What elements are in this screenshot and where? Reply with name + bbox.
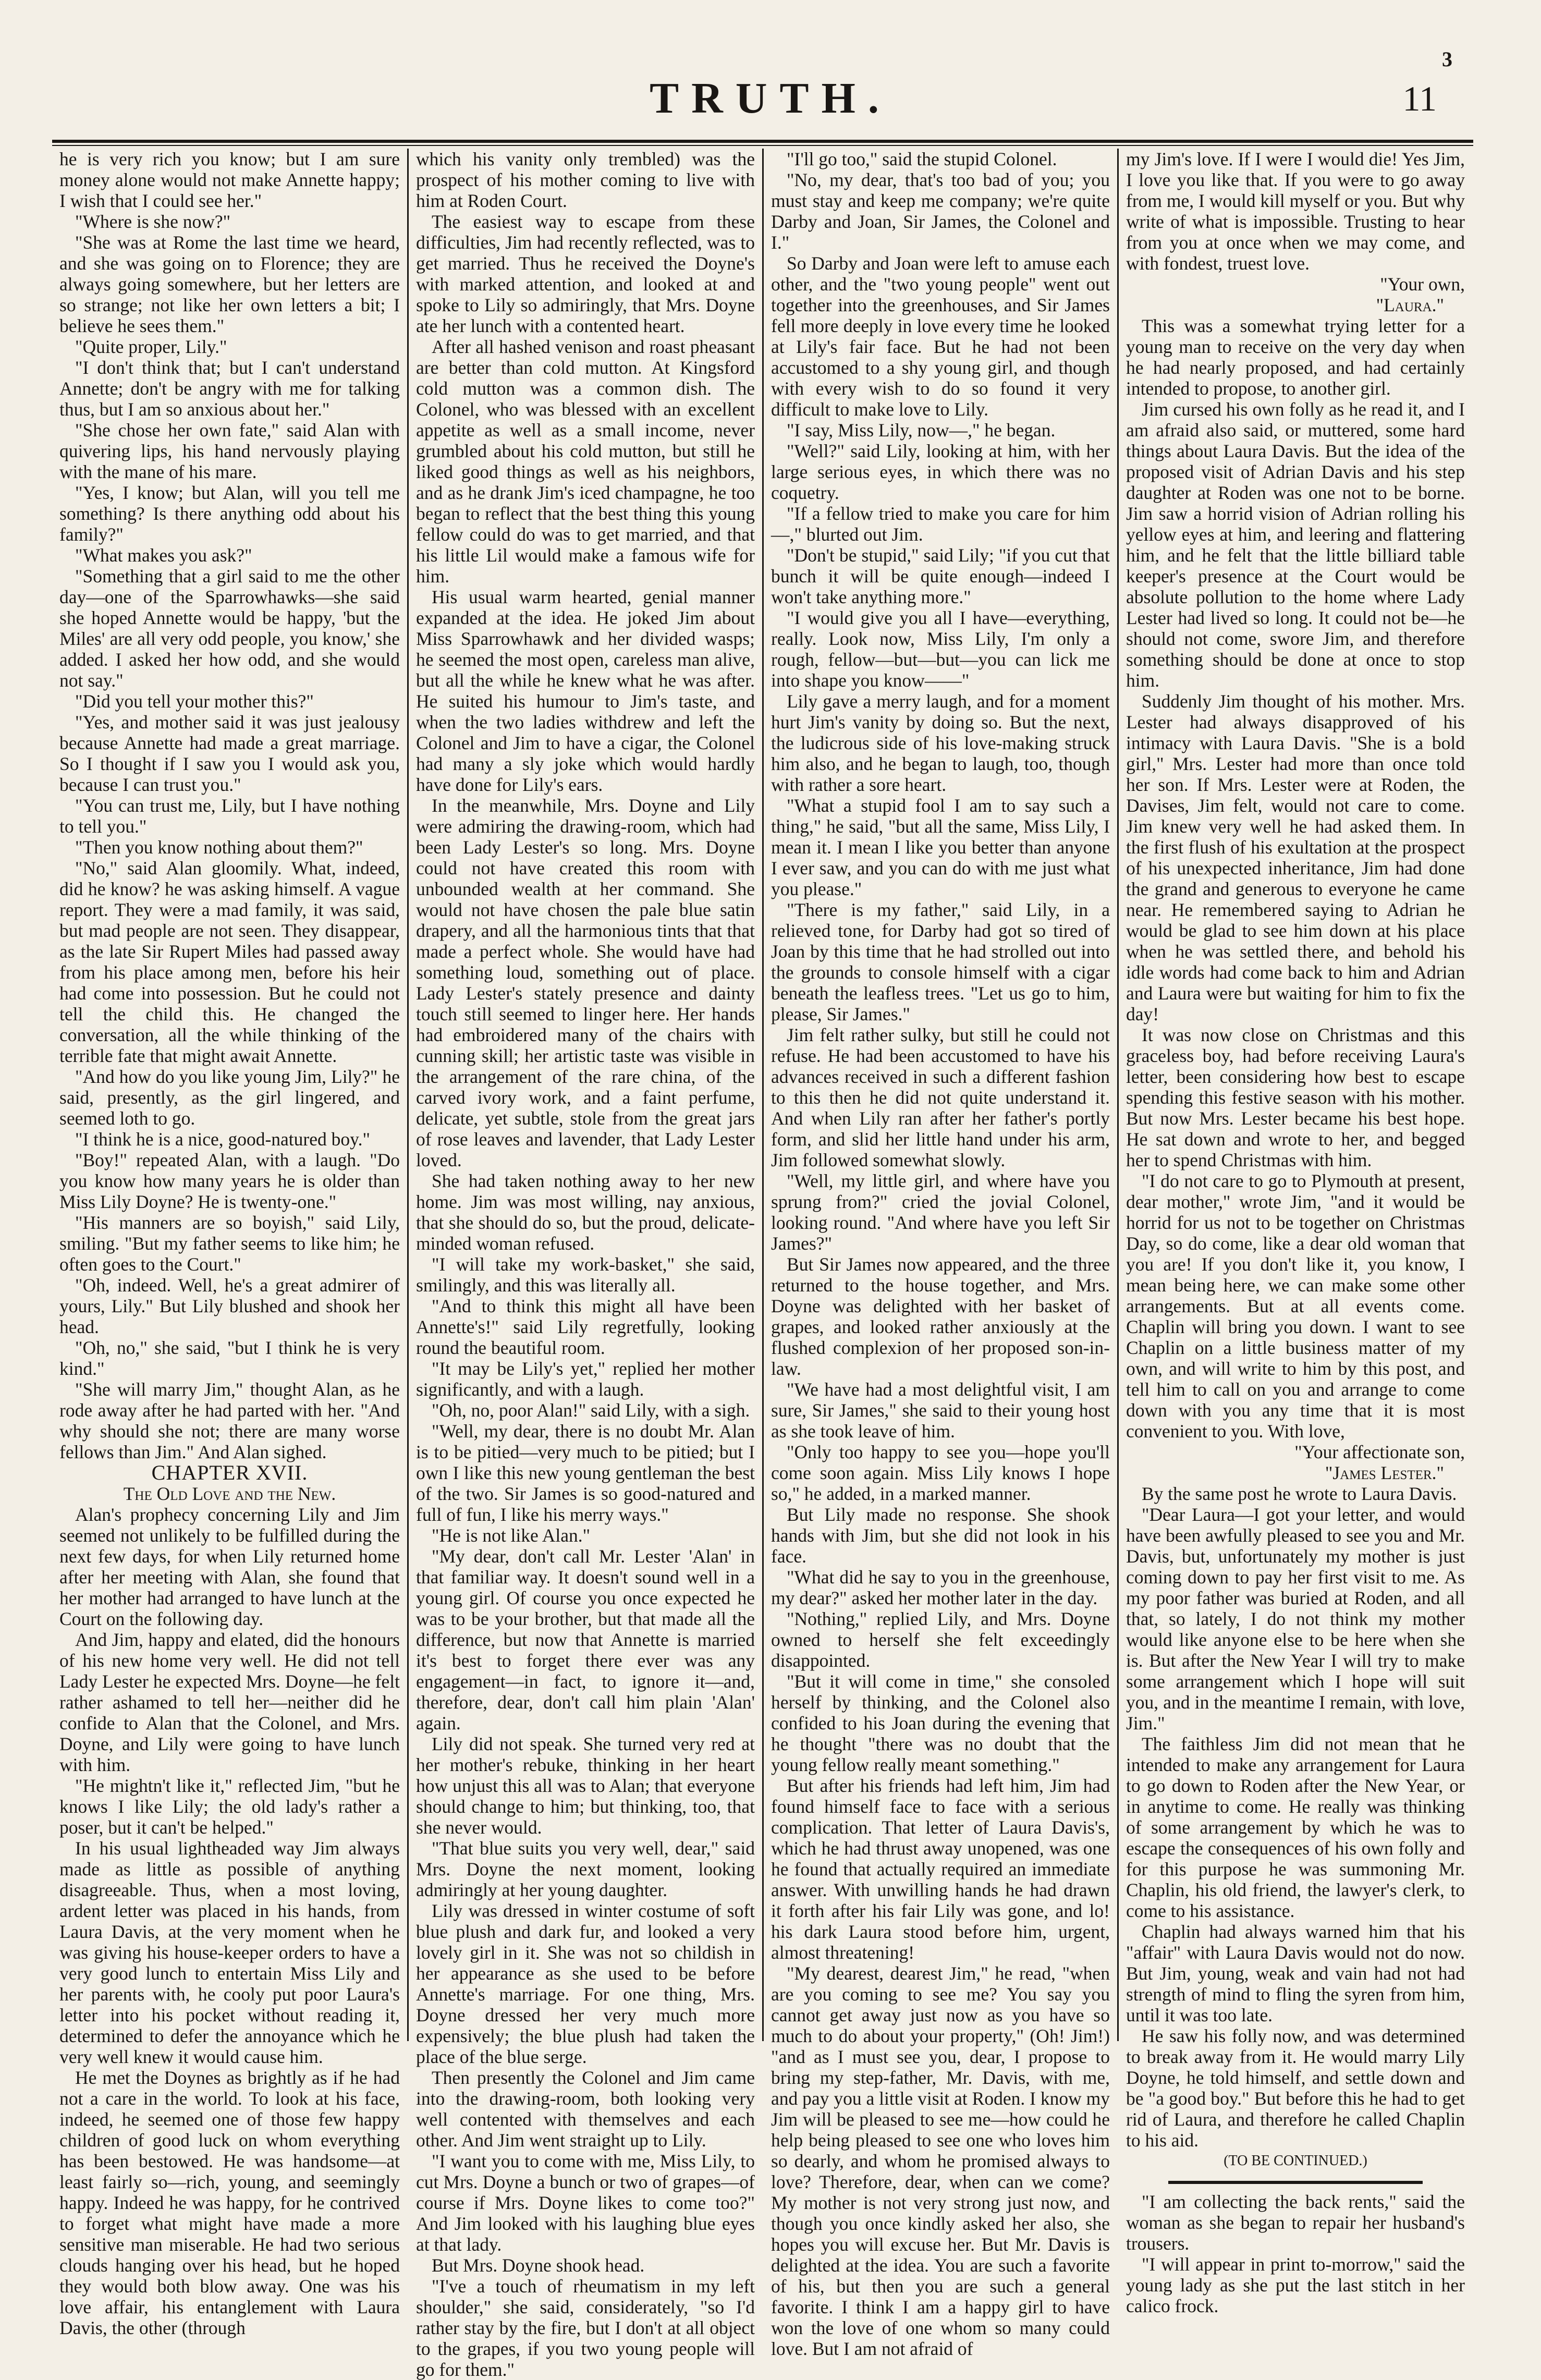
paragraph: "Yes, I know; but Alan, will you tell me something? Is there anything odd about his family?" — [59, 482, 400, 545]
paragraph: "I think he is a nice, good-natured boy." — [75, 1129, 370, 1150]
paragraph: And Jim, happy and elated, did the honours of his new home very well. He did not tell Lady Lester he expected Mrs. Doyne—he felt rather ashamed to tell her—neither did he confide to Alan that the Colonel, and Mrs. Doyne, and Lily were going to have lunch with him. — [59, 1629, 400, 1775]
paragraph: "I don't think that; but I can't understand Annette; don't be angry with me for talking thus, but I am so anxious about her." — [59, 357, 400, 420]
paragraph: His usual warm hearted, genial manner expanded at the idea. He joked Jim about Miss Sparrowhawk and her divided wasps; he seemed the most open, careless man alive, but all the while he knew what he was after. He suited his humour to Jim's taste, and when the two ladies withdrew and left the Colonel and Jim to have a cigar, the Colonel had many a sly joke which would hardly have done for Lily's ears. — [416, 587, 755, 795]
paragraph: "His manners are so boyish," said Lily, smiling. "But my father seems to like him; he often goes to the Court." — [59, 1212, 400, 1275]
paragraph: "What a stupid fool I am to say such a thing," he said, "but all the same, Miss Lily, I mean it. I mean I like you better than anyone I ever saw, and you can do with me just what you please." — [771, 795, 1110, 899]
paragraph: But after his friends had left him, Jim had found himself face to face with a serious complication. That letter of Laura Davis's, which he had thrust away unopened, was one he found that actually required an immediate answer. With unwilling hands he had drawn it forth after his fair Lily was gone, and lo! his dark Laura stood before him, urgent, almost threatening! — [771, 1775, 1110, 1963]
paragraph: "She was at Rome the last time we heard, and she was going on to Florence; they are always going somewhere, but her letters are so strange; not like her own letters a bit; I believe he sees them." — [59, 232, 400, 336]
paragraph: "Quite proper, Lily." — [75, 336, 227, 357]
paragraph: which his vanity only trembled) was the prospect of his mother coming to live with him at Roden Court. — [416, 149, 755, 211]
column-2 — [407, 149, 762, 2380]
paragraph: He saw his folly now, and was determined to break away from it. He would marry Lily Doyne, he told himself, and settle down and be "a good boy." But before this he had to get rid of Laura, and therefore he called Chaplin to his aid. — [1126, 2025, 1465, 2151]
paragraph: "I will take my work-basket," she said, smilingly, and this was literally all. — [416, 1254, 755, 1296]
paragraph: "I've a touch of rheumatism in my left shoulder," she said, considerately, "so I'd rather stay by the fire, but I don't at all object to the grapes, if you two young people will go for them." — [416, 2276, 755, 2380]
paragraph: "Did you tell your mother this?" — [75, 691, 314, 712]
paragraph: "That blue suits you very well, dear," said Mrs. Doyne the next moment, looking admiringly at her young daughter. — [416, 1838, 755, 1900]
paragraph: "She chose her own fate," said Alan with quivering lips, his hand nervously playing with the mane of his mare. — [59, 420, 400, 482]
paragraph: In his usual lightheaded way Jim always made as little as possible of anything disagreeable. Thus, when a most loving, ardent letter was placed in his hands, from Laura Davis, at the very moment when he was giving his house-keeper orders to have a very good lunch to entertain Miss Lily and her parents with, he cooly put poor Laura's letter into his pocket without reading it, determined to defer the annoyance which he very well knew it would cause him. — [59, 1838, 400, 2067]
paragraph: It was now close on Christmas and this graceless boy, had before receiving Laura's letter, been considering how best to escape spending this festive season with his mother. But now Mrs. Lester became his best hope. He sat down and wrote to her, and begged her to spend Christmas with him. — [1126, 1024, 1465, 1170]
paragraph: "Something that a girl said to me the other day—one of the Sparrowhawks—she said she hoped Annette would be happy, 'but the Miles' are all very odd people, you know,' she added. I asked her how odd, and she would not say." — [59, 566, 400, 691]
column-1 — [52, 149, 407, 2338]
paragraph: "Well, my dear, there is no doubt Mr. Alan is to be pitied—very much to be pitied; but I own I like this new young gentleman the best of the two. Sir James is so good-natured and full of fun, I like his merry ways." — [416, 1421, 755, 1525]
paragraph: Chaplin had always warned him that his "affair" with Laura Davis would not do now. But Jim, young, weak and vain had not had strength of mind to fling the syren from him, until it was too late. — [1126, 1921, 1465, 2025]
paragraph: "She will marry Jim," thought Alan, as he rode away after he had parted with her. "And why should she not; there are many worse fellows than Jim." And Alan sighed. — [59, 1379, 400, 1462]
paragraph: "You can trust me, Lily, but I have nothing to tell you." — [59, 795, 400, 837]
paragraph: "Boy!" repeated Alan, with a laugh. "Do you know how many years he is older than Miss Lily Doyne? He is twenty-one." — [59, 1150, 400, 1212]
newspaper-title: TRUTH. — [650, 74, 891, 123]
paragraph: "Your own, — [1380, 274, 1465, 295]
paragraph: he is very rich you know; but I am sure money alone would not make Annette happy; I wish that I could see her." — [59, 149, 400, 211]
paragraph: In the meanwhile, Mrs. Doyne and Lily were admiring the drawing-room, which had been Lady Lester's so long. Mrs. Doyne could not have created this room with unbounded wealth at her command. She would not have chosen the pale blue satin drapery, and all the harmonious tints that that made a perfect whole. She would have had something loud, something out of place. Lady Lester's stately presence and dainty touch still seemed to linger here. Her hands had embroidered many of the chairs with cunning skill; her artistic taste was visible in the arrangement of the rare china, of the carved ivory work, and a faint perfume, delicate, yet subtle, stole from the great jars of rose leaves and lavender, that Lady Lester loved. — [416, 795, 755, 1170]
columns — [52, 149, 1473, 2380]
paragraph: "My dearest, dearest Jim," he read, "when are you coming to see me? You say you cannot get away just now as you have so much to do about your property," (Oh! Jim!) "and as I must see you, dear, I propose to bring my step-father, Mr. Davis, with me, and pay you a little visit at Roden. I know my Jim will be pleased to see me—how could he help being pleased to see one who loves him so dearly, and whom he promised always to love? Therefore, dear, when can we come? My mother is not very strong just now, and though you once kindly asked her also, she hopes you will excuse her. But Mr. Davis is delighted at the idea. You are such a favorite of his, but then you are such a general favorite. I think I am a happy girl to have won the love of one whom so many could love. But I am not afraid of — [771, 1963, 1110, 2359]
paragraph: "And how do you like young Jim, Lily?" he said, presently, as the girl lingered, and seemed loth to go. — [59, 1066, 400, 1129]
header-rule — [52, 140, 1473, 143]
paragraph: Jim cursed his own folly as he read it, and I am afraid also said, or muttered, some hard things about Laura Davis. But the idea of the proposed visit of Adrian Davis and his step daughter at Roden was one not to be borne. Jim saw a horrid vision of Adrian rolling his yellow eyes at him, and leering and flattering him, and he felt that the little billiard table keeper's presence at the Court would be absolute pollution to the home where Lady Lester had lived so long. It could not be—he should not come, swore Jim, and therefore something should be done at once to stop him. — [1126, 399, 1465, 691]
paragraph: "Dear Laura—I got your letter, and would have been awfully pleased to see you and Mr. Davis, but, unfortunately my mother is just coming down to pay her first visit to me. As my poor father was buried at Roden, and all that, so lately, I do not think my mother would like anyone else to be here when she is. But after the New Year I will try to make some arrangement which I hope will suit you, and in the meantime I remain, with love, Jim." — [1126, 1504, 1465, 1734]
paragraph: "I am collecting the back rents," said the woman as she began to repair her husband's trousers. — [1126, 2191, 1465, 2254]
paragraph: "Well?" said Lily, looking at him, with her large serious eyes, in which there was no coquetry. — [771, 441, 1110, 503]
paragraph: Lily gave a merry laugh, and for a moment hurt Jim's vanity by doing so. But the next, the ludicrous side of his love-making struck him also, and he began to laugh, too, though with rather a sore heart. — [771, 691, 1110, 795]
paragraph: He met the Doynes as brightly as if he had not a care in the world. To look at his face, indeed, he seemed one of those few happy children of good luck on whom everything has been bestowed. He was handsome—at least fairly so—rich, young, and seemingly happy. Indeed he was happy, for he contrived to forget what might have made a more sensitive man miserable. He had two serious clouds hanging over his head, but he hoped they would both blow away. One was his love affair, his entanglement with Laura Davis, the other (through — [59, 2067, 400, 2338]
paragraph: "If a fellow tried to make you care for him—," blurted out Jim. — [771, 503, 1110, 545]
paragraph: "Oh, indeed. Well, he's a great admirer of yours, Lily." But Lily blushed and shook her head. — [59, 1275, 400, 1337]
paragraph: "We have had a most delightful visit, I am sure, Sir James," she said to their young host as she took leave of him. — [771, 1379, 1110, 1442]
paragraph: "What did he say to you in the greenhouse, my dear?" asked her mother later in the day. — [771, 1567, 1110, 1608]
masthead — [0, 0, 1541, 123]
paragraph: "I will appear in print to-morrow," said the young lady as she put the last stitch in her calico frock. — [1126, 2254, 1465, 2316]
paragraph: "But it will come in time," she consoled herself by thinking, and the Colonel also confided to his Joan during the evening that he thought "there was no doubt that the young fellow really meant something." — [771, 1671, 1110, 1775]
paragraph: After all hashed venison and roast pheasant are better than cold mutton. At Kingsford cold mutton was a common dish. The Colonel, who was blessed with an excellent appetite as well as a small income, never grumbled about his cold mutton, but still he liked good things as well as his neighbors, and as he drank Jim's iced champagne, he too began to reflect that the best thing this young fellow could do was to get married, and that his little Lil would make a famous wife for him. — [416, 336, 755, 587]
paragraph: "I would give you all I have—everything, really. Look now, Miss Lily, I'm only a rough, fellow—but—but—you can lick me into shape you know——" — [771, 607, 1110, 691]
paragraph: But Sir James now appeared, and the three returned to the house together, and Mrs. Doyne was delighted with her basket of grapes, and looked rather anxiously at the flushed complexion of her proposed son-in-law. — [771, 1254, 1110, 1379]
paragraph: "And to think this might all have been Annette's!" said Lily regretfully, looking round the beautiful room. — [416, 1296, 755, 1358]
paragraph: (TO BE CONTINUED.) — [1224, 2153, 1367, 2169]
paragraph: Lily was dressed in winter costume of soft blue plush and dark fur, and looked a very lovely girl in it. She was not so childish in her appearance as she used to be before Annette's marriage. For one thing, Mrs. Doyne dressed her very much more expensively; the blue plush had taken the place of the blue serge. — [416, 1900, 755, 2067]
page-mark: 3 — [1442, 47, 1452, 71]
chapter-subtitle: The Old Love and the New. — [123, 1483, 336, 1504]
paragraph: "No, my dear, that's too bad of you; you must stay and keep me company; we're quite Darby and Joan, Sir James, the Colonel and I." — [771, 169, 1110, 253]
paragraph: "Oh, no," she said, "but I think he is very kind." — [59, 1337, 400, 1379]
paragraph: "Then you know nothing about them?" — [75, 837, 363, 858]
paragraph: "I do not care to go to Plymouth at present, dear mother," wrote Jim, "and it would be horrid for us not to be together on Christmas Day, so do come, like a dear old woman that you are! If you don't like it, you know, I mean being here, we can make some other arrangements. But at all events come. Chaplin will bring you down. I want to see Chaplin on a little business matter of my own, and will write to him by this post, and tell him to call on you and arrange to come down with you any time that it is most convenient to you. With love, — [1126, 1170, 1465, 1442]
paragraph: "Well, my little girl, and where have you sprung from?" cried the jovial Colonel, looking round. "And where have you left Sir James?" — [771, 1170, 1110, 1254]
paragraph: "I'll go too," said the stupid Colonel. — [787, 149, 1057, 169]
paragraph: Lily did not speak. She turned very red at her mother's rebuke, thinking in her heart how unjust this all was to Alan; that everyone should change to him; but thinking, too, that she never would. — [416, 1734, 755, 1838]
header-rule-thin — [52, 145, 1473, 146]
paragraph: This was a somewhat trying letter for a young man to receive on the very day when he had nearly proposed, and had certainly intended to propose, to another girl. — [1126, 315, 1465, 399]
paragraph: "I want you to come with me, Miss Lily, to cut Mrs. Doyne a bunch or two of grapes—of course if Mrs. Doyne likes to come too?" And Jim looked with his laughing blue eyes at that lady. — [416, 2151, 755, 2255]
paragraph: "He mightn't like it," reflected Jim, "but he knows I like Lily; the old lady's rather a poser, but it can't be helped." — [59, 1775, 400, 1838]
column-3 — [762, 149, 1117, 2359]
page-number: 11 — [1402, 79, 1437, 118]
paragraph: The easiest way to escape from these difficulties, Jim had recently reflected, was to get married. Thus he received the Doyne's with marked attention, and looked at and spoke to Lily so admiringly, that Mrs. Doyne ate her lunch with a contented heart. — [416, 211, 755, 336]
section-divider — [1168, 2181, 1423, 2184]
paragraph: By the same post he wrote to Laura Davis. — [1142, 1483, 1457, 1504]
paragraph: Alan's prophecy concerning Lily and Jim seemed not unlikely to be fulfilled during the next few days, for when Lily returned home after her meeting with Alan, she found that her mother had arranged to have lunch at the Court on the following day. — [59, 1504, 400, 1629]
paragraph: "Yes, and mother said it was just jealousy because Annette had made a great marriage. So I thought if I saw you I would ask you, because I can trust you." — [59, 712, 400, 795]
paragraph: "Your affectionate son, — [1294, 1442, 1465, 1462]
paragraph: Jim felt rather sulky, but still he could not refuse. He had been accustomed to have his advances received in such a different fashion to this then he did not quite understand it. And when Lily ran after her father's portly form, and slid her little hand under his arm, Jim followed somewhat slowly. — [771, 1024, 1110, 1170]
paragraph: "What makes you ask?" — [75, 545, 252, 566]
paragraph: So Darby and Joan were left to amuse each other, and the "two young people" went out together into the greenhouses, and Sir James fell more deeply in love every time he looked at Lily's fair face. But he had not been accustomed to a shy young girl, and though with every wish to do so found it very difficult to make love to Lily. — [771, 253, 1110, 420]
paragraph: "Don't be stupid," said Lily; "if you cut that bunch it will be quite enough—indeed I won't take anything more." — [771, 545, 1110, 607]
paragraph: She had taken nothing away to her new home. Jim was most willing, nay anxious, that she should do so, but the proud, delicate-minded woman refused. — [416, 1170, 755, 1254]
paragraph: "There is my father," said Lily, in a relieved tone, for Darby had got so tired of Joan by this time that he had strolled out into the grounds to console himself with a cigar beneath the leafless trees. "Let us go to him, please, Sir James." — [771, 899, 1110, 1024]
paragraph: "No," said Alan gloomily. What, indeed, did he know? he was asking himself. A vague report. They were a mad family, it was said, but mad people are not seen. They disappear, as the late Sir Rupert Miles had passed away from his place among men, before his heir had come into possession. But he could not tell the child this. He changed the conversation, all the while thinking of the terrible fate that might await Annette. — [59, 858, 400, 1066]
paragraph: But Mrs. Doyne shook head. — [432, 2255, 645, 2276]
paragraph: The faithless Jim did not mean that he intended to make any arrangement for Laura to go down to Roden after the New Year, or in anytime to come. He really was thinking of some arrangement by which he was to escape the consequences of his own folly and for this purpose he was summoning Mr. Chaplin, his old friend, the lawyer's clerk, to come to his assistance. — [1126, 1734, 1465, 1921]
column-4 — [1117, 149, 1472, 2316]
paragraph: "James Lester." — [1325, 1462, 1444, 1483]
paragraph: my Jim's love. If I were I would die! Yes Jim, I love you like that. If you were to go away from me, I would kill myself or you. But why write of what is impossible. Trusting to hear from you at once when we may come, and with fondest, truest love. — [1126, 149, 1465, 274]
paragraph: Suddenly Jim thought of his mother. Mrs. Lester had always disapproved of his intimacy with Laura Davis. "She is a bold girl," Mrs. Lester had more than once told her son. If Mrs. Lester were at Roden, the Davises, Jim felt, would not care to come. Jim knew very well he had asked them. In the first flush of his exultation at the prospect of his unexpected inheritance, Jim had done the grand and generous to everyone he came near. He remembered saying to Adrian he would be glad to see him down at his place when he was settled there, and behold his idle words had come back to him and Adrian and Laura were but waiting for him to fix the day! — [1126, 691, 1465, 1024]
paragraph: Then presently the Colonel and Jim came into the drawing-room, both looking very well contented with themselves and each other. And Jim went straight up to Lily. — [416, 2067, 755, 2151]
paragraph: "Nothing," replied Lily, and Mrs. Doyne owned to herself she felt exceedingly disappointed. — [771, 1608, 1110, 1671]
paragraph: "Oh, no, poor Alan!" said Lily, with a sigh. — [432, 1400, 750, 1421]
paragraph: "Laura." — [1376, 295, 1444, 315]
paragraph: "I say, Miss Lily, now—," he began. — [787, 420, 1056, 441]
paragraph: "He is not like Alan." — [432, 1525, 591, 1546]
paragraph: "It may be Lily's yet," replied her mother significantly, and with a laugh. — [416, 1358, 755, 1400]
paragraph: "My dear, don't call Mr. Lester 'Alan' in that familiar way. It doesn't sound well in a young girl. Of course you once expected he was to be your brother, but that made all the difference, but now that Annette is married it's best to forget there ever was any engagement—in fact, to ignore it—and, therefore, dear, don't call him plain 'Alan' again. — [416, 1546, 755, 1734]
paragraph: But Lily made no response. She shook hands with Jim, but she did not look in his face. — [771, 1504, 1110, 1567]
chapter-heading: CHAPTER XVII. — [151, 1461, 308, 1484]
paragraph: "Only too happy to see you—hope you'll come soon again. Miss Lily knows I hope so," he added, in a marked manner. — [771, 1442, 1110, 1504]
paragraph: "Where is she now?" — [75, 211, 231, 232]
